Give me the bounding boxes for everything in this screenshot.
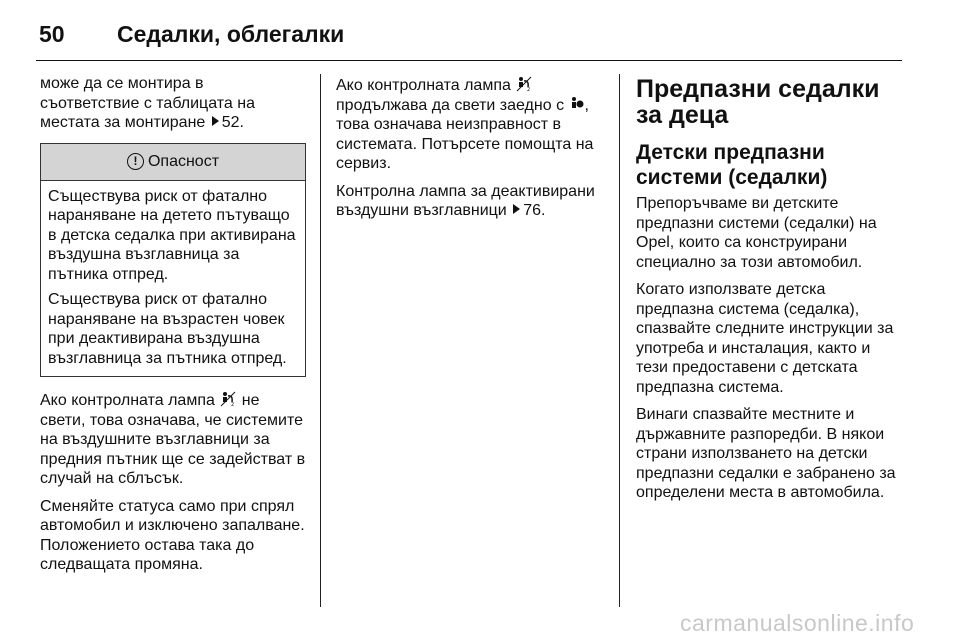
- body-paragraph: Препоръчваме ви детските предпазни системи (седалки) на Opel, които са конструирани специално за този автомобил.: [636, 195, 877, 271]
- arrow-ref-icon: [513, 204, 520, 214]
- warning-circle-icon: !: [127, 153, 144, 170]
- intro-text: може да се монтира в съответствие с таблицата на местата за монтиране: [40, 75, 255, 131]
- svg-text:2: 2: [527, 87, 531, 92]
- page-reference[interactable]: [210, 114, 244, 131]
- lamp-text-before: Ако контролната лампа: [40, 392, 215, 409]
- airbag-off-lamp-icon: [220, 391, 236, 407]
- reference-page: 52.: [221, 114, 244, 131]
- column-divider: [619, 74, 620, 607]
- lamp-reference-text: Контролна лампа за деактивирани въздушни възглавници: [336, 182, 595, 219]
- fault-text-a: Ако контролната лампа: [336, 77, 511, 94]
- subsection-heading: Детски предпазни системи (седалки): [636, 141, 828, 189]
- lamp-paragraph: [40, 391, 306, 489]
- fault-paragraph: [336, 76, 608, 174]
- status-paragraph: Сменяйте статуса само при спрял автомобил и изключено запалване. Положението остава така до следващата промяна.: [40, 497, 305, 573]
- fault-text-b: продължава да свети заедно с: [336, 96, 565, 114]
- column-1: [40, 74, 306, 583]
- page-title: Седалки, облегалки: [117, 20, 345, 47]
- page-reference[interactable]: [511, 202, 545, 219]
- svg-text:2: 2: [231, 402, 235, 407]
- watermark: carmanualsonline.info: [680, 610, 915, 636]
- warning-paragraph: Съществува риск от фатално нараняване на детето пътуващо в детска седалка при активирана въздушна възглавница за пътника отпред.: [48, 187, 296, 283]
- intro-paragraph: [40, 74, 306, 133]
- warning-paragraph: Съществува риск от фатално нараняване на възрастен човек при деактивирана въздушна възглавница за пътника отпред.: [48, 291, 287, 367]
- airbag-lamp-icon: [570, 96, 584, 112]
- warning-title: Опасност: [147, 152, 220, 170]
- section-heading: Предпазни седалки за деца: [636, 75, 880, 129]
- warning-header: [41, 144, 305, 181]
- warning-box: [40, 143, 306, 378]
- lamp-text-after: не свети, това означава, че системите на въздушните възглавници за предния пътник ще се задействат в случай на сблъсък.: [40, 392, 306, 487]
- airbag-off-lamp-icon: [516, 76, 532, 92]
- page-header: [39, 14, 344, 54]
- column-3: [636, 74, 906, 511]
- reference-page: 76.: [523, 202, 546, 219]
- lamp-reference-paragraph: [336, 182, 608, 221]
- column-divider: [320, 74, 321, 607]
- page-number: 50: [39, 20, 65, 47]
- column-2: [336, 76, 608, 229]
- fault-text-c: , това означава неизправност в системата. Потърсете помощта на сервиз.: [336, 96, 594, 172]
- arrow-ref-icon: [212, 116, 219, 126]
- body-paragraph: Винаги спазвайте местните и държавните разпоредби. В някои страни използването на детски предпазни седалки е забранено за определени места в автомобила.: [636, 406, 896, 501]
- warning-body: [41, 181, 305, 377]
- body-paragraph: Когато използвате детска предпазна система (седалка), спазвайте следните инструкции за употреба и инсталация, както и тези предоставени с детската предпазна система.: [636, 281, 894, 396]
- header-divider: [36, 60, 902, 61]
